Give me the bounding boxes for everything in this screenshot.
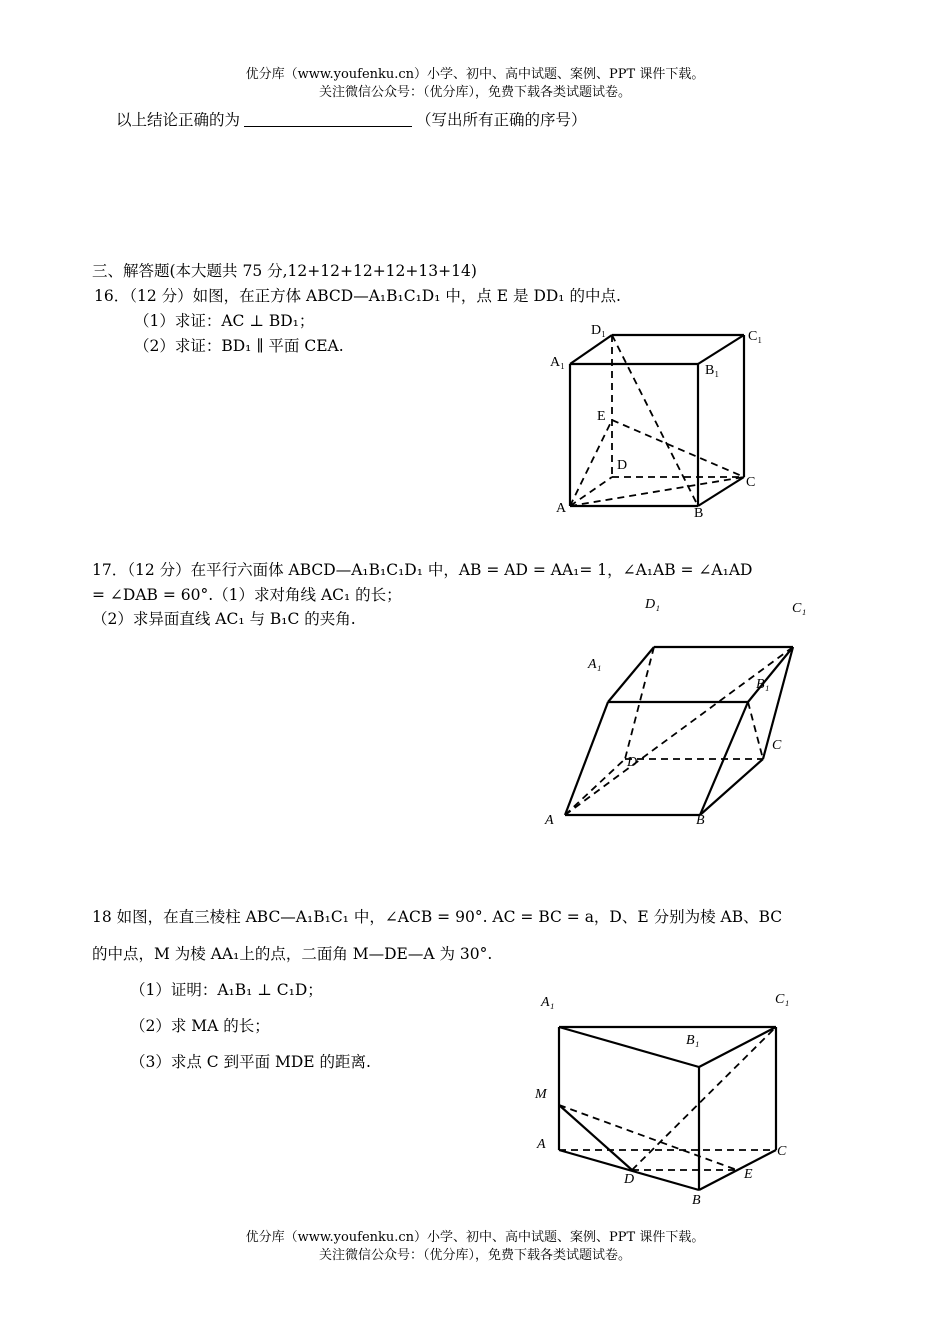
header-line-1: 优分库（www.youfenku.cn）小学、初中、高中试题、案例、PPT 课件下载。 [245, 67, 705, 82]
q16-part2: （2）求证：BD₁ ∥ 平面 CEA. [134, 337, 344, 355]
header-line-2: 关注微信公众号：（优分库），免费下载各类试题试卷。 [318, 85, 631, 100]
label-B1: B₁ [686, 1033, 700, 1048]
label-A: A [545, 813, 554, 828]
label-C1: C₁ [775, 992, 790, 1007]
q17-statement-2: = ∠DAB = 60°.（1）求对角线 AC₁ 的长； [92, 586, 402, 604]
label-D: D [617, 458, 628, 473]
label-B: B [692, 1193, 701, 1208]
label-A: A [556, 501, 567, 516]
q18-statement-2: 的中点，M 为棱 AA₁上的点，二面角 M—DE—A 为 30°. [92, 945, 493, 963]
label-C: C [746, 475, 756, 490]
label-A1: A₁ [588, 657, 602, 672]
label-A1: A₁ [550, 355, 565, 370]
q18-part2: （2）求 MA 的长； [130, 1017, 270, 1035]
q18-part1: （1）证明：A₁B₁ ⊥ C₁D； [130, 981, 323, 999]
conclusion-suffix: （写出所有正确的序号） [416, 111, 587, 129]
q18-part3: （3）求点 C 到平面 MDE 的距离. [130, 1053, 371, 1071]
label-B1: B₁ [756, 677, 770, 692]
label-D: D [627, 755, 638, 770]
label-M: M [535, 1087, 547, 1102]
parallelepiped-figure [565, 647, 793, 815]
label-B: B [694, 506, 704, 521]
label-A1: A₁ [541, 995, 555, 1010]
q17-part2: （2）求异面直线 AC₁ 与 B₁C 的夹角. [92, 610, 356, 628]
label-B: B [696, 813, 705, 828]
section-title: 三、解答题(本大题共 75 分,12+12+12+12+13+14) [92, 262, 477, 280]
footer-line-1: 优分库（www.youfenku.cn）小学、初中、高中试题、案例、PPT 课件下载。 [245, 1230, 705, 1245]
label-B1: B₁ [705, 363, 720, 378]
label-C: C [772, 738, 782, 753]
label-C: C [777, 1144, 787, 1159]
label-C1: C₁ [748, 329, 763, 344]
label-E: E [597, 409, 606, 424]
label-A: A [537, 1137, 546, 1152]
label-D: D [624, 1172, 635, 1187]
conclusion-prefix: 以上结论正确的为 [116, 111, 241, 129]
label-D1: D₁ [645, 597, 660, 612]
footer-line-2: 关注微信公众号：（优分库），免费下载各类试题试卷。 [318, 1248, 631, 1263]
prism-figure [559, 1027, 776, 1190]
label-E: E [744, 1167, 753, 1182]
q18-statement-1: 18 如图，在直三棱柱 ABC—A₁B₁C₁ 中，∠ACB = 90°. AC = BC = a，D、E 分别为棱 AB、BC [92, 908, 783, 926]
label-D1: D₁ [591, 323, 606, 338]
q16-part1: （1）求证：AC ⊥ BD₁； [134, 312, 315, 330]
q16-statement: 16．（12 分）如图，在正方体 ABCD—A₁B₁C₁D₁ 中，点 E 是 DD₁ 的中点. [94, 287, 621, 305]
label-C1: C₁ [792, 601, 807, 616]
q17-statement-1: 17．（12 分）在平行六面体 ABCD—A₁B₁C₁D₁ 中，AB = AD = AA₁= 1，∠A₁AB = ∠A₁AD [92, 561, 753, 579]
